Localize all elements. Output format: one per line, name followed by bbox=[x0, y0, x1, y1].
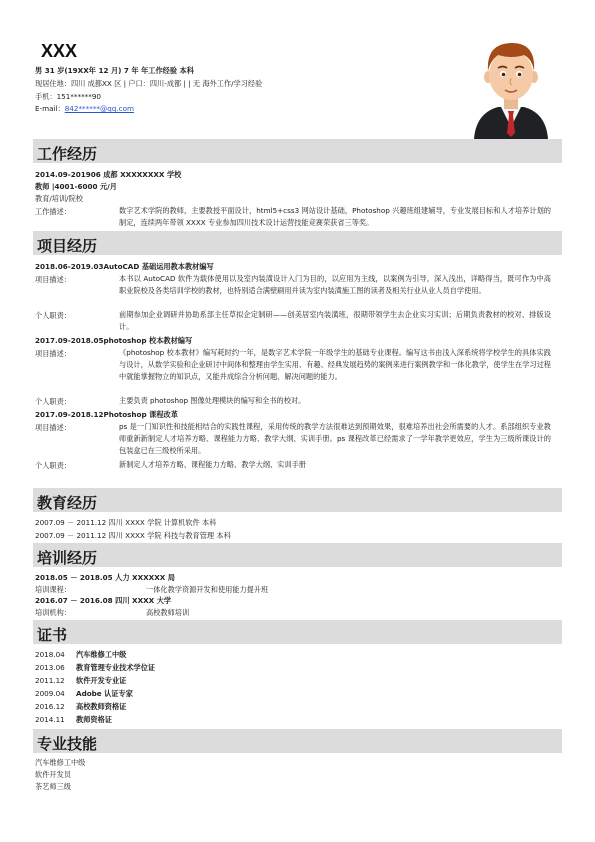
section-title-certificates: 证书 bbox=[37, 626, 68, 644]
project-1-duty-label: 个人职责： bbox=[35, 311, 71, 320]
training-1-course: 一体化教学资源开发和使用能力提升班 bbox=[146, 585, 269, 594]
cert-2-name: 教育管理专业技术学位证 bbox=[76, 663, 156, 672]
section-certificates bbox=[33, 620, 562, 644]
section-education bbox=[33, 488, 562, 512]
training-1-date-org: 2018.05 － 2018.05 人力 XXXXXX 局 bbox=[35, 573, 175, 582]
section-work bbox=[33, 139, 562, 163]
email-label: E-mail： bbox=[35, 104, 65, 113]
training-1-course-label: 培训课程： bbox=[35, 585, 71, 594]
skill-2: 软件开发员 bbox=[35, 770, 71, 779]
cert-4-name: Adobe 认证专家 bbox=[76, 689, 133, 698]
cert-1-date: 2018.04 bbox=[35, 650, 65, 659]
cert-3-date: 2011.12 bbox=[35, 676, 65, 685]
section-title-projects: 项目经历 bbox=[37, 237, 98, 255]
location-line: 现居住地：四川 成都XX 区 | 户口：四川-成都 | | 无 海外工作/学习经验 bbox=[35, 79, 263, 88]
candidate-name: XXX bbox=[41, 41, 78, 61]
section-title-work: 工作经历 bbox=[37, 145, 98, 163]
project-3-desc: ps 是一门知识性和技能相结合的实践性课程，采用传统的教学方法很难达到预期效果，很难培养出社会所需要的人才。系部组织专业教师重新新制定人才培养方略、课程能力方略、教学大纲、实训手册。ps 课程改革已经需求了一学年教学更效应，学生为三级所课设计的包装盒已在三级校所采用。 bbox=[119, 422, 551, 456]
cert-3-name: 软件开发专业证 bbox=[76, 676, 127, 685]
project-3-duty: 新制定人才培养方略、课程能力方略、教学大纲、实训手册 bbox=[119, 460, 306, 469]
work-desc: 数字艺术学院的教师，主要教授平面设计，html5+css3 网站设计基础，Photoshop 兴趣班组建辅导，专业发展目标和人才培养计划的制定，连续两年带领 XXXX 专业参加四川技术设计运营技能竞赛荣获省三等奖。 bbox=[119, 206, 551, 228]
phone-line: 手机：151******90 bbox=[35, 92, 101, 101]
work-industry: 教育/培训/院校 bbox=[35, 194, 83, 203]
avatar bbox=[468, 35, 554, 139]
cert-1-name: 汽车维修工中级 bbox=[76, 650, 127, 659]
education-row-2: 2007.09 － 2011.12 四川 XXXX 学院 科技与教育管理 本科 bbox=[35, 531, 231, 540]
email-line bbox=[35, 105, 134, 112]
skill-3: 茶艺师三级 bbox=[35, 782, 71, 791]
section-training bbox=[33, 543, 562, 567]
work-desc-label: 工作描述： bbox=[35, 207, 71, 216]
cert-6-name: 教师资格证 bbox=[76, 715, 112, 724]
cert-5-date: 2016.12 bbox=[35, 702, 65, 711]
training-2-course-label: 培训机构： bbox=[35, 608, 71, 617]
project-3-duty-label: 个人职责： bbox=[35, 461, 71, 470]
section-title-training: 培训经历 bbox=[37, 549, 98, 567]
project-2-desc-label: 项目描述： bbox=[35, 349, 71, 358]
training-2-date-org: 2016.07 － 2016.08 四川 XXXX 大学 bbox=[35, 596, 172, 605]
basic-info-line: 男 31 岁(19XX年 12 月) 7 年 年工作经验 本科 bbox=[35, 66, 194, 75]
project-3-desc-label: 项目描述： bbox=[35, 423, 71, 432]
section-title-skills: 专业技能 bbox=[37, 735, 98, 753]
education-row-1: 2007.09 － 2011.12 四川 XXXX 学院 计算机软件 本科 bbox=[35, 518, 217, 527]
work-position: 教师 |4001-6000 元/月 bbox=[35, 182, 117, 191]
section-title-education: 教育经历 bbox=[37, 494, 98, 512]
work-date-company: 2014.09-201906 成都 XXXXXXXX 学校 bbox=[35, 170, 182, 179]
skill-1: 汽车维修工中级 bbox=[35, 758, 86, 767]
project-2-desc: 《photoshop 校本教材》编写耗时约一年，是数字艺术学院一年级学生的基础专业课程。编写这书由浅入深系统将学校学生的具体实践与设计，从数学实验和企业研讨中间体和整理由学生实用、有趣、经典发展趋势的案例来进行案例教学和一体化教学，使学生在学习过程中就能掌握物立的知识点，又能并成综合分析问题、解决问题的能力。 bbox=[119, 348, 551, 382]
cert-6-date: 2014.11 bbox=[35, 715, 65, 724]
project-1-duty: 前期参加企业调研并协助系部主任草拟企定制研——创美居室内装潢班，很期带领学生去企业实习实训；后期负责教材的校对、排版设计。 bbox=[119, 310, 551, 332]
training-2-course: 高校教师培训 bbox=[146, 608, 190, 617]
section-skills bbox=[33, 729, 562, 753]
cert-4-date: 2009.04 bbox=[35, 689, 65, 698]
project-1-desc: 本书以 AutoCAD 软件为载体使用以及室内装潢设计入门为目的，以应用为主线，以案例为引导，深入浅出，详略得当，既可作为中高职业院校及各类培训学校的教材，也特别适合满壁刷用并读为室内装潢施工图的读者及相关行业从业人员自学使用。 bbox=[119, 274, 551, 296]
project-1-title: 2018.06-2019.03AutoCAD 基础运用教本教材编写 bbox=[35, 262, 214, 271]
section-projects bbox=[33, 231, 562, 255]
cert-5-name: 高校教师资格证 bbox=[76, 702, 127, 711]
project-2-duty-label: 个人职责： bbox=[35, 397, 71, 406]
project-2-duty: 主要负责 photoshop 图像处理模块的编写和全书的校对。 bbox=[119, 396, 306, 405]
project-1-desc-label: 项目描述： bbox=[35, 275, 71, 284]
email-link[interactable]: 842******@qq.com bbox=[64, 104, 134, 113]
project-3-title: 2017.09-2018.12Photoshop 课程改革 bbox=[35, 410, 178, 419]
cert-2-date: 2013.06 bbox=[35, 663, 65, 672]
project-2-title: 2017.09-2018.05photoshop 校本教材编写 bbox=[35, 336, 193, 345]
